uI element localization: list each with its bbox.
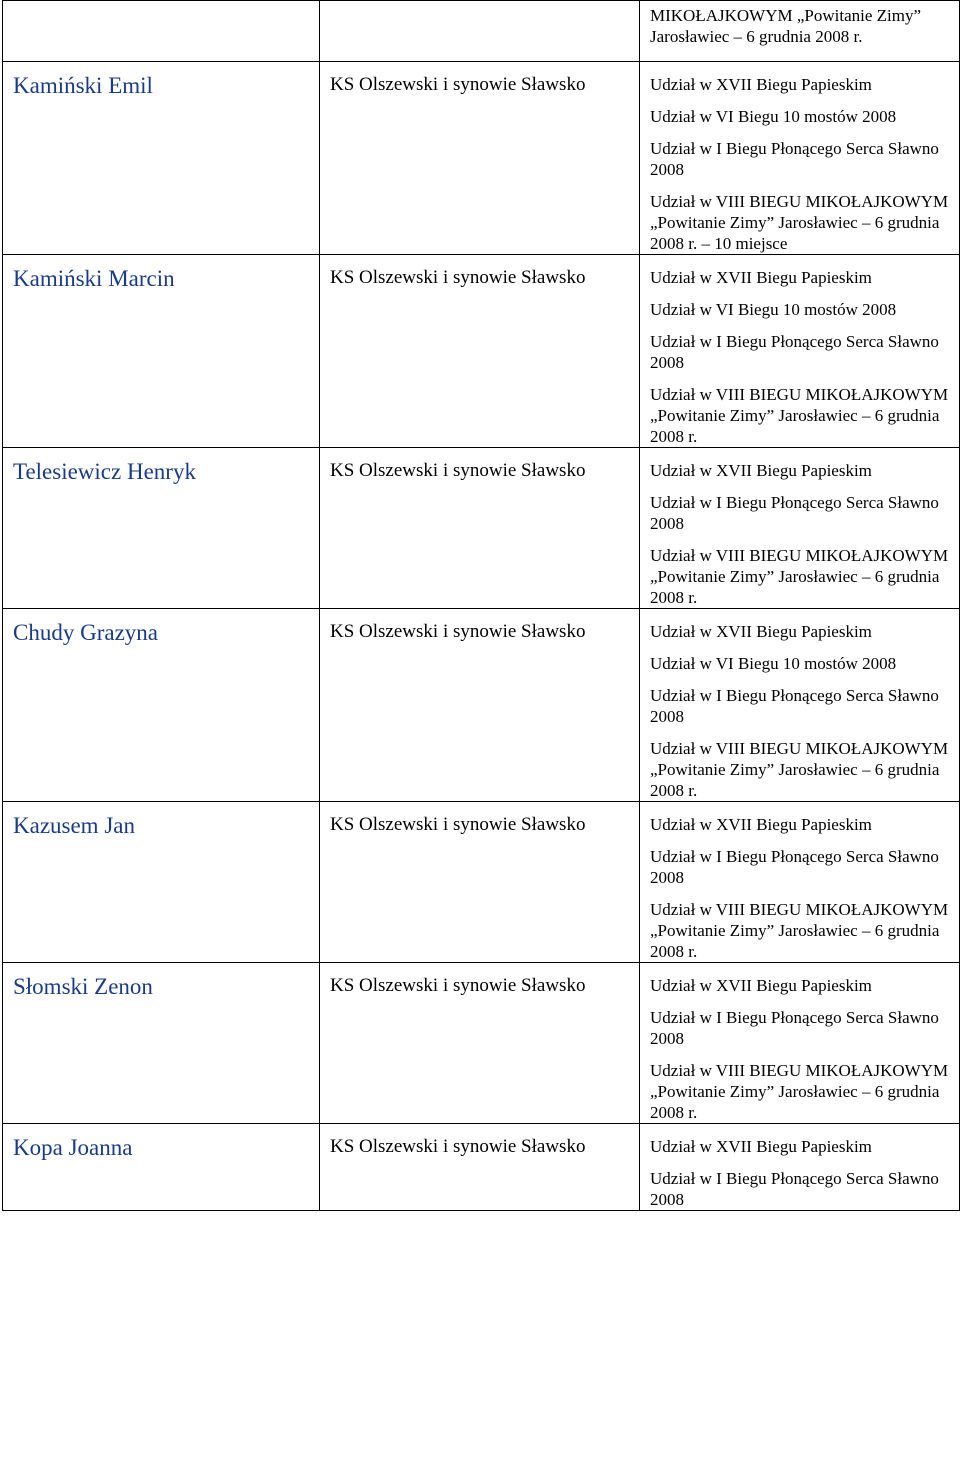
club-name: KS Olszewski i synowie Sławsko	[330, 74, 586, 95]
achievement-item: Udział w I Biegu Płonącego Serca Sławno 2008	[650, 1008, 939, 1048]
achievements-cell	[640, 62, 960, 255]
achievement-item: Udział w XVII Biegu Papieskim	[650, 976, 872, 995]
participant-name: Kazusem Jan	[13, 813, 135, 838]
club-cell	[320, 255, 640, 448]
achievement-item: Udział w VIII BIEGU MIKOŁAJKOWYM „Powitanie Zimy” Jarosławiec – 6 grudnia 2008 r. – 10 miejsce	[650, 192, 949, 253]
achievement-item: Udział w VIII BIEGU MIKOŁAJKOWYM „Powitanie Zimy” Jarosławiec – 6 grudnia 2008 r.	[650, 900, 949, 961]
club-name: KS Olszewski i synowie Sławsko	[330, 1136, 586, 1157]
achievement-item: Udział w I Biegu Płonącego Serca Sławno 2008	[650, 139, 939, 179]
participant-name: Słomski Zenon	[13, 974, 153, 999]
participant-name: Kopa Joanna	[13, 1135, 133, 1160]
achievement-item: Udział w I Biegu Płonącego Serca Sławno 2008	[650, 493, 939, 533]
achievement-item: Udział w I Biegu Płonącego Serca Sławno 2008	[650, 332, 939, 372]
table-body	[3, 1, 960, 1211]
club-cell	[320, 62, 640, 255]
name-cell-empty	[3, 1, 320, 62]
participant-name: Chudy Grazyna	[13, 620, 158, 645]
participant-name: Kamiński Emil	[13, 73, 153, 98]
name-cell	[3, 963, 320, 1124]
table-row	[3, 448, 960, 609]
achievements-cell	[640, 255, 960, 448]
achievement-item: Udział w VIII BIEGU MIKOŁAJKOWYM „Powitanie Zimy” Jarosławiec – 6 grudnia 2008 r.	[650, 385, 949, 446]
achievement-item: Udział w XVII Biegu Papieskim	[650, 268, 872, 287]
name-cell	[3, 802, 320, 963]
achievement-item: Udział w XVII Biegu Papieskim	[650, 461, 872, 480]
club-name: KS Olszewski i synowie Sławsko	[330, 460, 586, 481]
club-name: KS Olszewski i synowie Sławsko	[330, 621, 586, 642]
achievements-cell	[640, 448, 960, 609]
table-row	[3, 255, 960, 448]
achievement-item: Udział w VIII BIEGU MIKOŁAJKOWYM „Powitanie Zimy” Jarosławiec – 6 grudnia 2008 r.	[650, 546, 949, 607]
achievements-cell	[640, 1, 960, 62]
club-cell	[320, 1124, 640, 1211]
club-name: KS Olszewski i synowie Sławsko	[330, 267, 586, 288]
achievement-item: Udział w VI Biegu 10 mostów 2008	[650, 300, 897, 319]
achievement-item: Udział w XVII Biegu Papieskim	[650, 1137, 872, 1156]
achievements-cell	[640, 609, 960, 802]
achievement-item: Udział w XVII Biegu Papieskim	[650, 75, 872, 94]
achievements-cell	[640, 802, 960, 963]
club-cell	[320, 802, 640, 963]
achievement-continuation: MIKOŁAJKOWYM „Powitanie Zimy” Jarosławiec – 6 grudnia 2008 r.	[650, 6, 922, 46]
participant-name: Telesiewicz Henryk	[13, 459, 196, 484]
table-row	[3, 609, 960, 802]
achievements-cell	[640, 963, 960, 1124]
name-cell	[3, 62, 320, 255]
achievements-cell	[640, 1124, 960, 1211]
achievement-item: Udział w VI Biegu 10 mostów 2008	[650, 107, 897, 126]
table-row	[3, 62, 960, 255]
club-cell	[320, 609, 640, 802]
name-cell	[3, 1124, 320, 1211]
club-cell-empty	[320, 1, 640, 62]
achievement-item: Udział w I Biegu Płonącego Serca Sławno 2008	[650, 1169, 939, 1209]
club-cell	[320, 963, 640, 1124]
name-cell	[3, 609, 320, 802]
club-cell	[320, 448, 640, 609]
achievement-item: Udział w VIII BIEGU MIKOŁAJKOWYM „Powitanie Zimy” Jarosławiec – 6 grudnia 2008 r.	[650, 739, 949, 800]
achievement-item: Udział w I Biegu Płonącego Serca Sławno 2008	[650, 686, 939, 726]
table-row-continuation	[3, 1, 960, 62]
name-cell	[3, 255, 320, 448]
achievement-item: Udział w VI Biegu 10 mostów 2008	[650, 654, 897, 673]
name-cell	[3, 448, 320, 609]
table-row	[3, 963, 960, 1124]
club-name: KS Olszewski i synowie Sławsko	[330, 975, 586, 996]
club-name: KS Olszewski i synowie Sławsko	[330, 814, 586, 835]
achievement-item: Udział w I Biegu Płonącego Serca Sławno 2008	[650, 847, 939, 887]
achievement-item: Udział w XVII Biegu Papieskim	[650, 622, 872, 641]
achievement-item: Udział w VIII BIEGU MIKOŁAJKOWYM „Powitanie Zimy” Jarosławiec – 6 grudnia 2008 r.	[650, 1061, 949, 1122]
table-row	[3, 802, 960, 963]
participant-name: Kamiński Marcin	[13, 266, 175, 291]
participants-table	[2, 0, 960, 1211]
table-row	[3, 1124, 960, 1211]
achievement-item: Udział w XVII Biegu Papieskim	[650, 815, 872, 834]
